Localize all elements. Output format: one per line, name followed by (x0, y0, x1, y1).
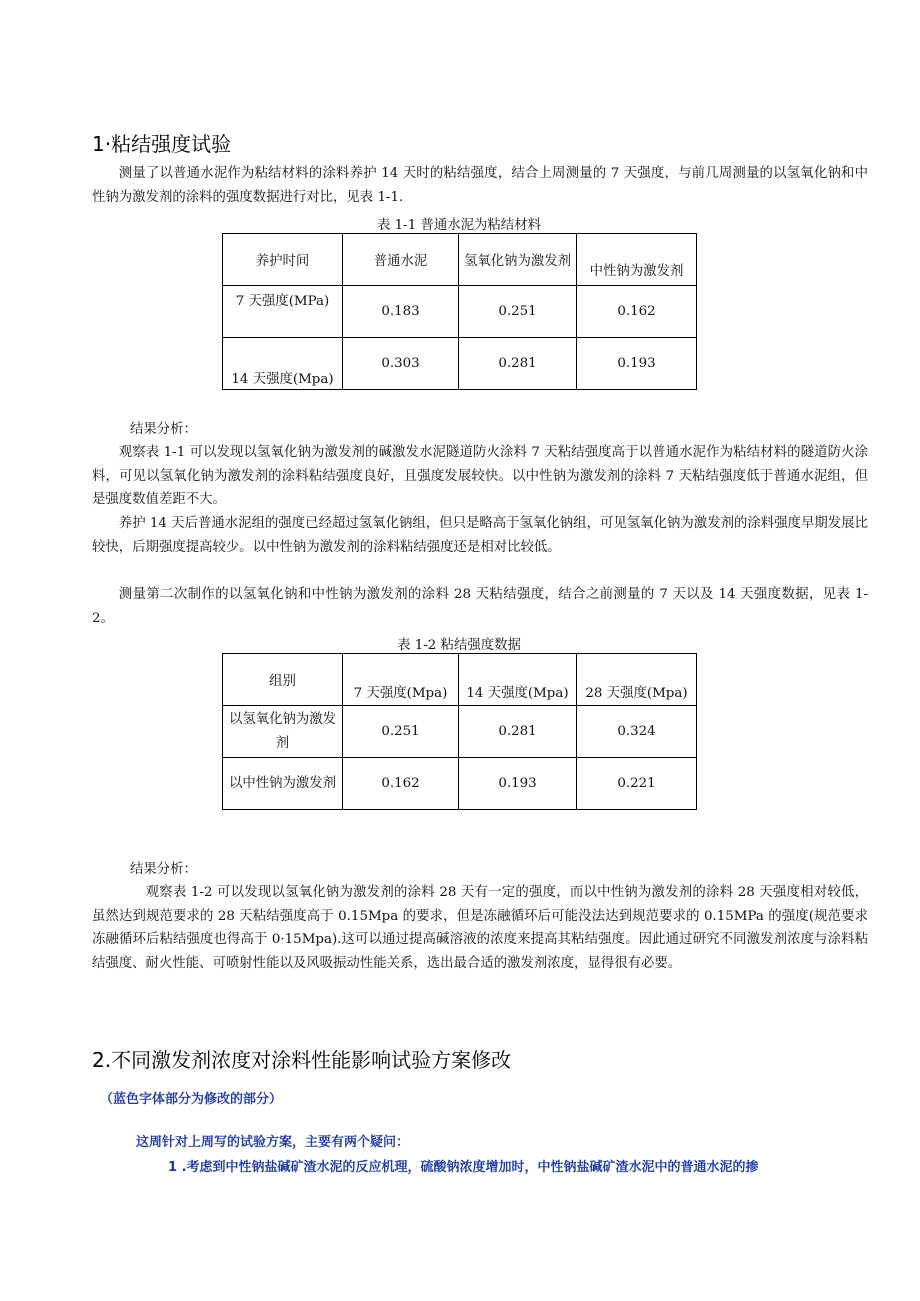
table1-header-1: 普通水泥 (343, 234, 459, 286)
table1-cell-0-3: 0.162 (577, 286, 697, 338)
modification-note: （蓝色字体部分为修改的部分） (100, 1092, 283, 1107)
analysis1-label: 结果分析： (130, 422, 197, 437)
section2-heading: 2.不同激发剂浓度对涂料性能影响试验方案修改 (92, 1048, 512, 1072)
table1-cell-0-1: 0.183 (343, 286, 459, 338)
table-row (223, 234, 697, 286)
section1-intro: 测量了以普通水泥作为粘结材料的涂料养护 14 天时的粘结强度，结合上周测量的 7 天强度，与前几周测量的以氢氧化钠和中性钠为激发剂的涂料的强度数据进行对比，见表 1-1. (92, 166, 868, 205)
table2 (222, 653, 697, 810)
table-row (223, 286, 697, 338)
table-row (223, 338, 697, 390)
table2-header-3: 28 天强度(Mpa) (577, 654, 697, 706)
table2-cell-1-2: 0.193 (459, 758, 577, 810)
table1-cell-0-2: 0.251 (459, 286, 577, 338)
table2-cell-1-1: 0.162 (343, 758, 459, 810)
question-intro: 这周针对上周写的试验方案，主要有两个疑问： (136, 1135, 410, 1150)
table1-caption: 表 1-1 普通水泥为粘结材料 (377, 218, 541, 233)
analysis2-label: 结果分析： (130, 862, 197, 877)
table2-cell-0-1: 0.251 (343, 706, 459, 758)
section1-intro2: 测量第二次制作的以氢氧化钠和中性钠为激发剂的涂料 28 天粘结强度，结合之前测量的 7 天以及 14 天强度数据，见表 1-2。 (92, 587, 868, 626)
question-1: 1 .考虑到中性钠盐碱矿渣水泥的反应机理，硫酸钠浓度增加时，中性钠盐碱矿渣水泥中的普通水泥的掺 (168, 1160, 759, 1175)
table2-header-2: 14 天强度(Mpa) (459, 654, 577, 706)
table1-cell-1-0: 14 天强度(Mpa) (223, 338, 343, 390)
table2-cell-1-3: 0.221 (577, 758, 697, 810)
table1-cell-1-2: 0.281 (459, 338, 577, 390)
table2-cell-1-0: 以中性钠为激发剂 (223, 758, 343, 810)
analysis2-paragraph-1: 观察表 1-2 可以发现以氢氧化钠为激发剂的涂料 28 天有一定的强度，而以中性钠为激发剂的涂料 28 天强度相对较低，虽然达到规范要求的 28 天粘结强度高于 0.15Mpa 的要求，但是冻融循环后可能没法达到规范要求的 0.15MPa 的强度(规范要求冻融循环后粘结强度也得高于 0·15Mpa).这可以通过提高碱溶液的浓度来提高其粘结强度。因此通过研究不同激发剂浓度与涂料粘结强度、耐火性能、可喷射性能以及风吸振动性能关系，选出最合适的激发剂浓度，显得很有必要。 (92, 885, 868, 971)
table1-header-2: 氢氧化钠为激发剂 (459, 234, 577, 286)
table1 (222, 233, 697, 390)
table2-cell-0-2: 0.281 (459, 706, 577, 758)
table1-cell-1-3: 0.193 (577, 338, 697, 390)
table1-cell-1-1: 0.303 (343, 338, 459, 390)
table2-caption: 表 1-2 粘结强度数据 (397, 638, 521, 653)
table2-cell-0-0: 以氢氧化钠为激发剂 (223, 706, 343, 758)
table-row (223, 654, 697, 706)
table-row (223, 706, 697, 758)
table-row (223, 758, 697, 810)
section1-heading: 1·粘结强度试验 (92, 132, 232, 156)
table2-cell-0-3: 0.324 (577, 706, 697, 758)
table2-header-1: 7 天强度(Mpa) (343, 654, 459, 706)
table1-cell-0-0: 7 天强度(MPa) (223, 286, 343, 338)
table2-header-0: 组别 (223, 654, 343, 706)
table1-header-0: 养护时间 (223, 234, 343, 286)
analysis1-paragraph-2: 养护 14 天后普通水泥组的强度已经超过氢氧化钠组，但只是略高于氢氧化钠组，可见氢氧化钠为激发剂的涂料强度早期发展比较快，后期强度提高较少。以中性钠为激发剂的涂料粘结强度还是相对比较低。 (92, 516, 868, 555)
analysis1-paragraph-1: 观察表 1-1 可以发现以氢氧化钠为激发剂的碱激发水泥隧道防火涂料 7 天粘结强度高于以普通水泥作为粘结材料的隧道防火涂料，可见以氢氧化钠为激发剂的涂料粘结强度良好，且强度发展较快。以中性钠为激发剂的涂料 7 天粘结强度低于普通水泥组，但是强度数值差距不大。 (92, 445, 868, 508)
table1-header-3: 中性钠为激发剂 (577, 234, 697, 286)
